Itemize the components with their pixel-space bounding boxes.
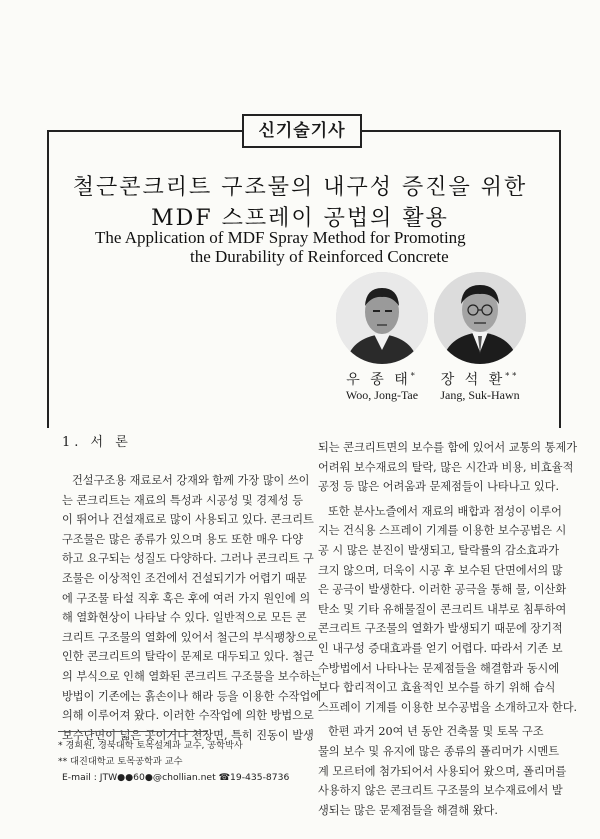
- text-line: 이 뛰어나 건설재료로 많이 사용되고 있다. 콘크리트: [62, 513, 314, 527]
- section-heading: 1. 서 론: [62, 435, 132, 450]
- section-tag: 신기술기사: [242, 114, 362, 148]
- footnote-rule: [58, 731, 208, 732]
- right-column: [318, 438, 578, 820]
- text-line: 방법이 기존에는 흙손이나 해라 등을 이용한 수작업에: [62, 689, 322, 703]
- text-line: 계 모르터에 첨가되어서 사용되어 왔으며, 폴리머를: [318, 764, 567, 778]
- footnote-email: E-mail : JTW●●60●@chollian.net ☎19-435-8736: [62, 772, 290, 783]
- title-en-line-1: The Application of MDF Spray Method for Promoting: [95, 228, 466, 247]
- text-line: 콘크리트 구조물의 열화가 발생되기 때문에 장기적: [318, 622, 563, 636]
- text-line: 지는 건식용 스프레이 기계를 이용한 보수공법은 시: [318, 524, 567, 538]
- text-line: 한편 과거 20여 년 동안 건축물 및 토목 구조: [328, 725, 544, 739]
- text-line: 수방법에서 나타나는 문제점들을 해결함과 동시에: [318, 661, 560, 675]
- footnote-2: ** 대진대학교 토목공학과 교수: [58, 756, 183, 767]
- author-2-name-ko: 장 석 환**: [440, 371, 520, 388]
- text-line: 사용하지 않은 콘크리트 구조물의 보수재료에서 발: [318, 784, 563, 798]
- text-line: 물의 보수 및 유지에 많은 종류의 폴리머가 시멘트: [318, 744, 560, 758]
- text-line: 건설구조용 재료로서 강재와 함께 가장 많이 쓰이: [72, 474, 310, 487]
- text-line: 크리트 구조물의 열화에 있어서 철근의 부식팽창으로: [62, 630, 318, 644]
- text-line: 구조물은 많은 종류가 있으며 용도 또한 매우 다양: [62, 532, 304, 546]
- text-line: 의 부식으로 인해 열화된 콘크리트 구조물을 보수하는: [62, 669, 322, 683]
- text-line: 조물은 이상적인 조건에서 건설되기가 어렵기 때문: [62, 571, 307, 585]
- author-2-name-en: Jang, Suk-Hawn: [440, 388, 520, 402]
- text-line: 에 구조물 타설 직후 혹은 후에 여러 가지 원인에 의: [62, 591, 311, 605]
- title-en-line-2: the Durability of Reinforced Concrete: [190, 247, 449, 266]
- author-1-name-ko: 우 종 태*: [346, 371, 418, 388]
- text-line: 스프레이 기계를 이용한 보수공법을 소개하고자 한다.: [318, 700, 578, 714]
- text-line: 해 열화현상이 나타날 수 있다. 일반적으로 모든 콘: [62, 611, 307, 625]
- text-line: 생되는 많은 문제점들을 해결해 왔다.: [318, 803, 498, 817]
- text-line: 어려워 보수재료의 탈락, 많은 시간과 비용, 비효율적: [318, 460, 574, 474]
- author-photo-2: [434, 272, 526, 364]
- left-column: [62, 471, 322, 745]
- footnote-1: * 경희원, 경북대학 토목설계과 교수, 공학박사: [58, 740, 243, 751]
- text-line: 는 콘크리트는 재료의 특성과 시공성 및 경제성 등: [62, 493, 304, 507]
- text-line: 탄소 및 기타 유해물질이 콘크리트 내부로 침투하여: [318, 602, 567, 616]
- text-line: 공 시 많은 분진이 발생되고, 탈락률의 감소효과가: [318, 543, 560, 557]
- text-line: 하고 요구되는 성질도 다양하다. 그러나 콘크리트 구: [62, 552, 314, 566]
- author-photo-1: [336, 272, 428, 364]
- text-line: 또한 분사노즐에서 재료의 배합과 점성이 이루어: [328, 504, 562, 518]
- text-line: 인한 콘크리트의 탈락이 문제로 대두되고 있다. 철근: [62, 650, 314, 664]
- text-line: 크지 않으며, 더욱이 시공 후 보수된 단면에서의 많: [318, 563, 563, 577]
- text-line: 보다 합리적이고 효율적인 보수를 하기 위해 습식: [318, 681, 556, 695]
- text-line: 공정 등 많은 어려움과 문제점들이 나타나고 있다.: [318, 480, 560, 494]
- text-line: 보수단면이 넓은 곳이거나 천장면, 특히 진동이 발생: [62, 728, 314, 742]
- title-ko-line-1: 철근콘크리트 구조물의 내구성 증진을 위한: [72, 175, 528, 200]
- text-line: 은 공극이 발생한다. 이러한 공극을 통해 물, 이산화: [318, 583, 567, 597]
- title-ko-line-2: MDF 스프레이 공법의 활용: [151, 206, 449, 231]
- text-line: 의해 이루어져 왔다. 이러한 수작업에 의한 방법으로: [62, 709, 314, 723]
- text-line: 되는 콘크리트면의 보수를 함에 있어서 교통의 통제가: [318, 441, 578, 454]
- text-line: 인 내구성 증대효과를 얻기 어렵다. 따라서 기존 보: [318, 641, 563, 655]
- author-1-name-en: Woo, Jong-Tae: [345, 388, 419, 402]
